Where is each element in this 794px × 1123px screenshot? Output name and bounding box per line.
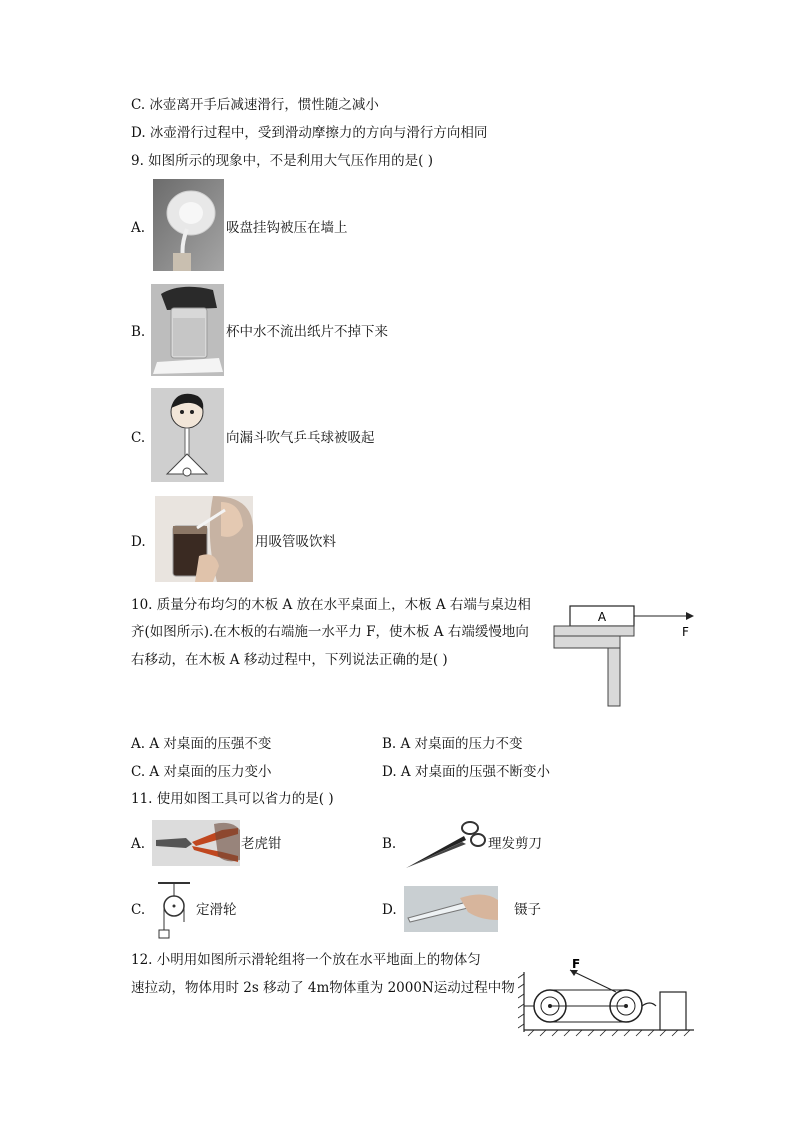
q9-stem: 9. 如图所示的现象中，不是利用大气压作用的是( ): [131, 153, 433, 169]
force-arrowhead: [686, 612, 694, 620]
water-cup-photo: [151, 284, 224, 376]
q10-stem-line-1: 10. 质量分布均匀的木板 A 放在水平桌面上，木板 A 右端与桌边相: [131, 597, 531, 613]
object-block: [660, 992, 686, 1030]
board-a-label: A: [597, 610, 607, 624]
pull-force-label: F: [572, 957, 581, 971]
q9-option-c-text: 向漏斗吹气乒乓球被吸起: [226, 430, 375, 446]
q12-stem-line-1: 12. 小明用如图所示滑轮组将一个放在水平地面上的物体匀: [131, 952, 481, 968]
q10-option-b: B. A 对桌面的压力不变: [382, 736, 523, 752]
table-top: [554, 626, 634, 636]
q10-option-c: C. A 对桌面的压力变小: [131, 764, 272, 780]
table-edge: [554, 636, 620, 648]
q9-option-d-letter: D.: [131, 534, 146, 550]
q10-option-d: D. A 对桌面的压强不断变小: [382, 764, 550, 780]
q10-stem-line-2: 齐(如图所示).在木板的右端施一水平力 F，使木板 A 右端缓慢地向: [131, 624, 529, 640]
suction-hook-photo: [153, 179, 224, 271]
q9-option-b-letter: B.: [131, 324, 146, 340]
q9-option-d-text: 用吸管吸饮料: [255, 534, 336, 550]
q10-board-figure: [550, 600, 700, 710]
pliers-photo: [152, 820, 240, 866]
q8-option-d: D. 冰壶滑行过程中，受到滑动摩擦力的方向与滑行方向相同: [131, 125, 488, 141]
q11-option-a-letter: A.: [131, 836, 146, 852]
q12-stem-line-2: 速拉动，物体用时 2s 移动了 4m物体重为 2000N运动过程中物: [131, 980, 515, 996]
q9-option-c-letter: C.: [131, 430, 146, 446]
q8-option-c: C. 冰壶离开手后减速滑行，惯性随之减小: [131, 97, 379, 113]
table-leg: [608, 648, 620, 706]
q11-option-d-text: 镊子: [514, 902, 541, 918]
q11-option-c-letter: C.: [131, 902, 146, 918]
straw-drink-photo: [155, 496, 253, 582]
q9-option-b-text: 杯中水不流出纸片不掉下来: [226, 324, 388, 340]
scissors-photo: [404, 818, 486, 870]
q10-option-a: A. A 对桌面的压强不变: [131, 736, 272, 752]
force-label: F: [682, 625, 689, 639]
q11-option-c-text: 定滑轮: [196, 902, 237, 918]
q12-pulley-figure: [518, 952, 698, 1042]
q9-option-a-text: 吸盘挂钩被压在墙上: [226, 220, 348, 236]
q11-stem: 11. 使用如图工具可以省力的是( ): [131, 791, 334, 807]
tweezers-photo: [404, 886, 498, 932]
q11-option-b-text: 理发剪刀: [488, 836, 542, 852]
q10-stem-line-3: 右移动，在木板 A 移动过程中，下列说法正确的是( ): [131, 652, 448, 668]
q11-option-a-text: 老虎钳: [241, 836, 282, 852]
funnel-blow-photo: [151, 388, 224, 482]
q11-option-b-letter: B.: [382, 836, 397, 852]
q9-option-a-letter: A.: [131, 220, 146, 236]
fixed-pulley-diagram: [150, 880, 194, 942]
q11-option-d-letter: D.: [382, 902, 397, 918]
pull-rope: [570, 970, 616, 992]
